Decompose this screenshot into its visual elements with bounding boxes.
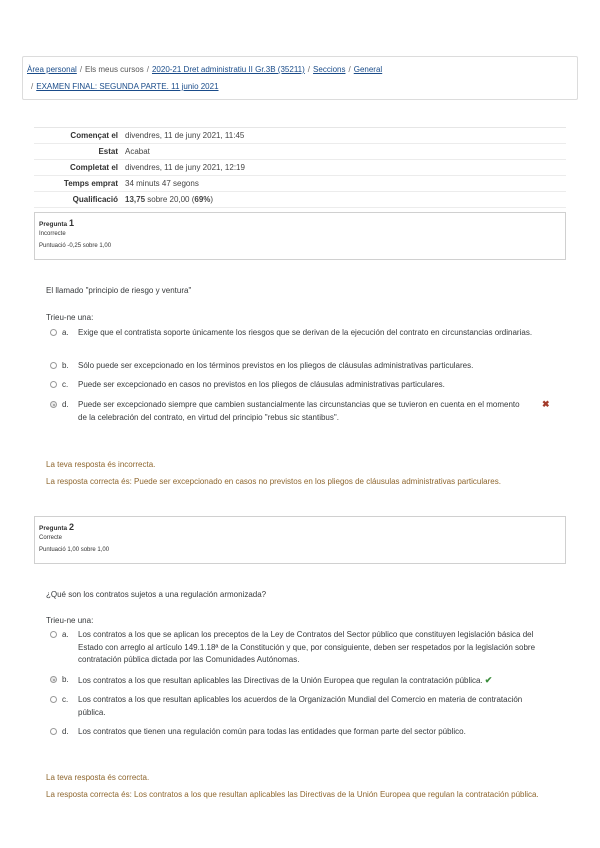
question-label: Pregunta [39,221,68,228]
question-2-feedback: La teva resposta és correcta. [46,773,150,782]
option-letter: d. [62,400,69,409]
question-label: Pregunta [39,525,68,532]
breadcrumb-link-course[interactable]: 2020-21 Dret administratiu II Gr.3B (35211) [151,65,305,74]
radio-button-selected[interactable] [50,401,57,408]
question-2-right-answer: La resposta correcta és: Los contratos a los que resultan aplicables las Directivas de la Unión Europea que regulan la contratación pública. [46,790,539,799]
option-text-content: Los contratos a los que resultan aplicables las Directivas de la Unión Europea que regulan la contratación pública. [78,676,483,685]
question-1-prompt: Trieu-ne una: [46,313,94,322]
summary-label: Temps emprat [34,176,122,192]
summary-row-grade [34,192,566,208]
summary-label: Qualificació [34,192,122,208]
radio-button[interactable] [50,329,57,336]
question-1-feedback: La teva resposta és incorrecta. [46,460,156,469]
breadcrumb-link-exam[interactable]: EXAMEN FINAL: SEGUNDA PARTE. 11 junio 2021 [36,82,219,91]
grade-end: ) [210,195,214,204]
question-2-prompt: Trieu-ne una: [46,616,94,625]
option-letter: b. [62,675,69,684]
summary-value: divendres, 11 de juny 2021, 12:19 [122,160,566,176]
summary-row [34,176,566,192]
radio-button[interactable] [50,362,57,369]
question-points: Puntuació 1,00 sobre 1,00 [39,547,110,553]
grade-score: 13,75 [125,195,146,204]
incorrect-icon: ✖ [542,399,550,409]
summary-value: Acabat [122,144,566,160]
breadcrumb-link-dashboard[interactable]: Àrea personal [27,65,77,74]
summary-label: Completat el [34,160,122,176]
radio-button-selected[interactable] [50,676,57,683]
breadcrumb-link-sections[interactable]: Seccions [313,65,346,74]
attempt-summary-table [34,127,566,208]
summary-row [34,128,566,144]
question-2-option-b[interactable] [50,674,550,688]
summary-value: 34 minuts 47 segons [122,176,566,192]
question-1-option-d[interactable] [50,399,530,424]
radio-button[interactable] [50,381,57,388]
radio-button[interactable] [50,631,57,638]
question-2-info [34,516,566,564]
option-letter: c. [62,695,69,704]
option-letter: c. [62,380,69,389]
question-1-right-answer: La resposta correcta és: Puede ser excepcionado en casos no previstos en los pliegos de cláusulas administrativas particulares. [46,477,501,486]
option-text: Sólo puede ser excepcionado en los términos previstos en los pliegos de cláusulas administrativas particulares. [78,361,474,370]
question-number [39,218,561,228]
summary-row [34,160,566,176]
breadcrumb-separator: / [348,65,351,74]
question-2-option-c[interactable] [50,694,550,719]
question-1-text: El llamado "principio de riesgo y ventura" [46,286,192,295]
breadcrumb-separator: / [79,65,83,74]
breadcrumb [22,56,578,100]
option-letter: a. [62,328,69,337]
breadcrumb-separator: / [307,65,311,74]
option-letter: b. [62,361,69,370]
option-text: Exige que el contratista soporte únicamente los riesgos que se derivan de la ejecución del contrato en circunstancias ordinarias. [78,328,533,337]
summary-row [34,144,566,160]
question-2-option-d[interactable] [50,726,550,739]
question-status: Correcte [39,535,63,541]
breadcrumb-separator: / [31,82,34,91]
breadcrumb-my-courses: Els meus cursos [85,65,144,74]
option-text: Los contratos que tienen una regulación común para todas las entidades que forman parte del sector público. [78,727,466,736]
summary-grade-value [122,192,566,208]
summary-value: divendres, 11 de juny 2021, 11:45 [122,128,566,144]
breadcrumb-row-2 [31,78,577,95]
option-text: Los contratos a los que se aplican los preceptos de la Ley de Contratos del Sector público que constituyen legislación básica del Estado con arreglo al artículo 149.1.18ª de la Constitución y que, por consiguiente, deben ser respetados por la legislación sobre contratación pública dictada por las Comunidades Autónomas. [78,630,536,664]
option-letter: a. [62,630,69,639]
grade-mid: sobre 20,00 ( [145,195,195,204]
breadcrumb-row-1 [27,61,577,78]
question-2-option-a[interactable] [50,629,550,667]
question-1-option-b[interactable] [50,360,550,373]
correct-check-icon: ✔ [484,675,493,685]
summary-label: Començat el [34,128,122,144]
breadcrumb-separator: / [146,65,149,74]
breadcrumb-link-general[interactable]: General [353,65,383,74]
option-text: Puede ser excepcionado en casos no previstos en los pliegos de cláusulas administrativas particulares. [78,380,445,389]
option-text: Los contratos a los que resultan aplicables los acuerdos de la Organización Mundial del Comercio en materia de contratación pública. [78,695,523,717]
option-text: Puede ser excepcionado siempre que cambien sustancialmente las circunstancias que se tuvieron en cuenta en el momento de la celebración del contrato, en virtud del principio "rebus sic stantibus". [78,400,520,422]
question-1-option-a[interactable] [50,327,550,340]
question-1-option-c[interactable] [50,379,550,392]
question-number [39,522,561,532]
summary-label: Estat [34,144,122,160]
question-1-info [34,212,566,260]
radio-button[interactable] [50,696,57,703]
question-status: Incorrecte [39,231,66,237]
question-number-value: 2 [68,522,74,532]
question-number-value: 1 [68,218,74,228]
question-2-text: ¿Qué son los contratos sujetos a una regulación armonizada? [46,590,267,599]
question-points: Puntuació -0,25 sobre 1,00 [39,243,112,249]
option-text [78,674,550,688]
option-letter: d. [62,727,69,736]
grade-percent: 69% [194,195,211,204]
radio-button[interactable] [50,728,57,735]
